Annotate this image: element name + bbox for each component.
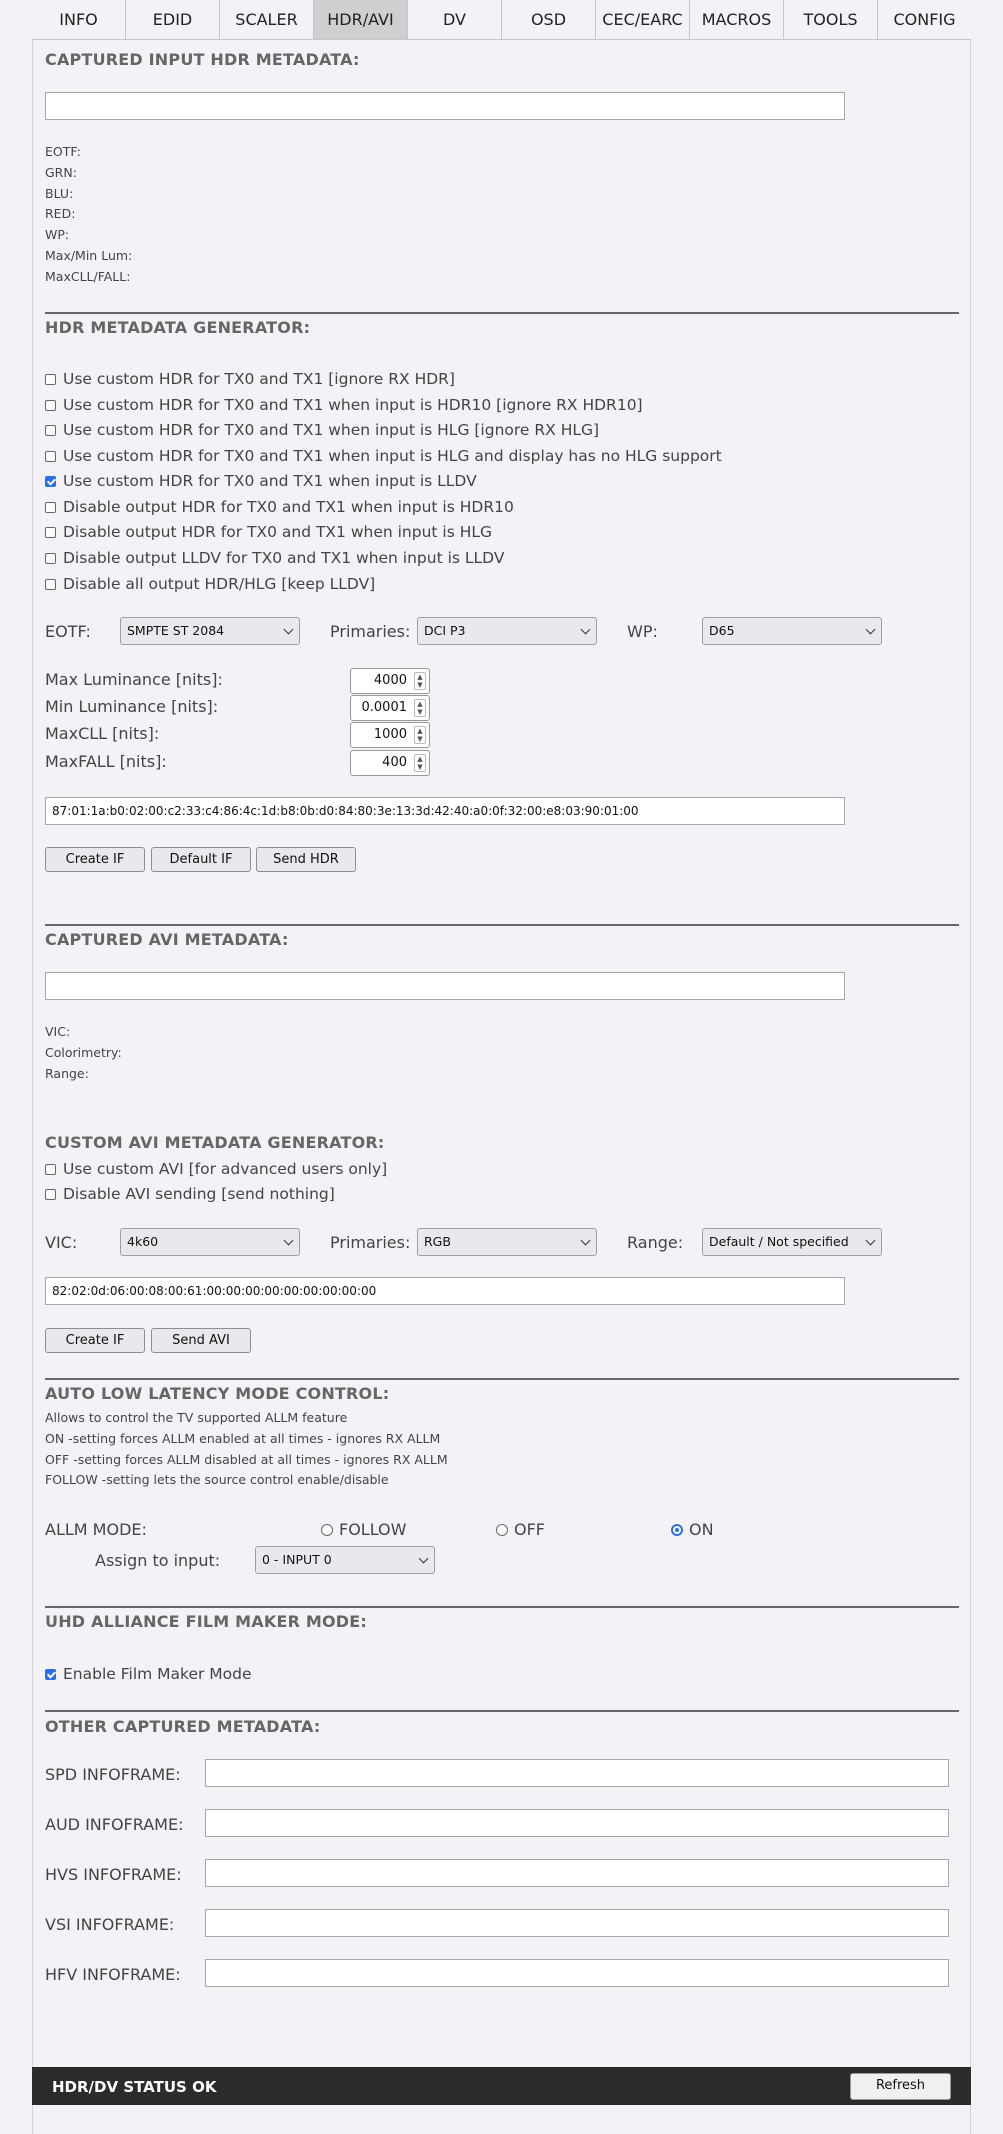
grn-readout: GRN: xyxy=(45,164,77,180)
maxcll-value: 1000 xyxy=(373,727,407,742)
wp-readout: WP: xyxy=(45,227,70,243)
checkbox[interactable] xyxy=(45,1189,56,1200)
tab-hdr-avi[interactable]: HDR/AVI xyxy=(314,0,408,39)
vic-select[interactable] xyxy=(120,1228,300,1256)
hdr-option-label: Disable output LLDV for TX0 and TX1 when input is LLDV xyxy=(63,549,505,567)
range-value: Default / Not specified xyxy=(709,1234,849,1249)
captured-avi-field[interactable] xyxy=(45,972,845,1000)
filmmaker-label: Enable Film Maker Mode xyxy=(63,1665,252,1683)
hfv-field[interactable] xyxy=(205,1959,949,1987)
blu-readout: BLU: xyxy=(45,185,74,201)
other-heading: OTHER CAPTURED METADATA: xyxy=(45,1717,321,1736)
assign-input-select[interactable] xyxy=(255,1546,435,1574)
allm-description xyxy=(45,1408,448,1491)
eotf-select[interactable] xyxy=(120,617,300,645)
checkbox[interactable] xyxy=(45,527,56,538)
stepper-icon[interactable]: ▲ ▼ xyxy=(414,754,426,772)
hdr-option-label: Disable all output HDR/HLG [keep LLDV] xyxy=(63,575,376,593)
maxcll-input[interactable] xyxy=(350,722,430,748)
avi-option-label: Use custom AVI [for advanced users only] xyxy=(63,1160,388,1178)
allm-on-option[interactable] xyxy=(671,1520,714,1539)
hdr-option-label: Disable output HDR for TX0 and TX1 when input is HLG xyxy=(63,523,493,541)
avi-option-label: Disable AVI sending [send nothing] xyxy=(63,1185,335,1203)
vic-readout: VIC: xyxy=(45,1024,71,1039)
chevron-down-icon xyxy=(284,1236,294,1246)
hdr-option-label: Use custom HDR for TX0 and TX1 when input is HLG and display has no HLG support xyxy=(63,447,722,465)
hdr-option[interactable] xyxy=(45,368,455,390)
allm-desc-line: OFF -setting forces ALLM disabled at all times - ignores RX ALLM xyxy=(45,1451,448,1467)
allm-desc-line: ON -setting forces ALLM enabled at all times - ignores RX ALLM xyxy=(45,1430,441,1446)
checkbox[interactable] xyxy=(45,579,56,590)
chevron-down-icon xyxy=(866,1236,876,1246)
wp-select[interactable] xyxy=(702,617,882,645)
hvs-label: HVS INFOFRAME: xyxy=(45,1865,182,1884)
allm-desc-line: Allows to control the TV supported ALLM feature xyxy=(45,1410,348,1425)
max-lum-label: Max Luminance [nits]: xyxy=(45,670,223,689)
avi-primaries-value: RGB xyxy=(424,1234,451,1249)
aud-field[interactable] xyxy=(205,1809,949,1837)
tab-dv[interactable]: DV xyxy=(408,0,502,39)
range-select[interactable] xyxy=(702,1228,882,1256)
checkbox[interactable] xyxy=(45,553,56,564)
primaries-select[interactable] xyxy=(417,617,597,645)
tab-bar xyxy=(32,0,971,40)
hdr-option[interactable] xyxy=(45,547,504,569)
allm-desc-line: FOLLOW -setting lets the source control enable/disable xyxy=(45,1472,389,1488)
hdr-option-label: Disable output HDR for TX0 and TX1 when input is HDR10 xyxy=(63,498,514,516)
divider xyxy=(45,312,959,314)
hdr-option-label: Use custom HDR for TX0 and TX1 when input is HLG [ignore RX HLG] xyxy=(63,421,600,439)
min-lum-value: 0.0001 xyxy=(361,700,407,715)
wp-value: D65 xyxy=(709,623,735,638)
tab-osd[interactable]: OSD xyxy=(502,0,596,39)
spd-field[interactable] xyxy=(205,1759,949,1787)
assign-input-label: Assign to input: xyxy=(95,1551,221,1570)
filmmaker-option[interactable] xyxy=(45,1663,252,1685)
refresh-button[interactable]: Refresh xyxy=(850,2073,951,2100)
filmmaker-heading: UHD ALLIANCE FILM MAKER MODE: xyxy=(45,1612,368,1631)
assign-input-value: 0 - INPUT 0 xyxy=(262,1552,332,1567)
checkbox[interactable] xyxy=(45,1164,56,1175)
tab-tools[interactable]: TOOLS xyxy=(784,0,878,39)
avi-option[interactable] xyxy=(45,1158,387,1180)
hdr-option[interactable] xyxy=(45,394,643,416)
radio-button[interactable] xyxy=(321,1524,333,1536)
range-label: Range: xyxy=(627,1233,684,1252)
captured-avi-heading: CAPTURED AVI METADATA: xyxy=(45,930,289,949)
divider xyxy=(45,1710,959,1712)
allm-follow-label: FOLLOW xyxy=(339,1520,407,1539)
lum-readout: Max/Min Lum: xyxy=(45,247,133,263)
hdr-option-label: Use custom HDR for TX0 and TX1 when input is HDR10 [ignore RX HDR10] xyxy=(63,396,643,414)
tab-edid[interactable]: EDID xyxy=(126,0,220,39)
hdr-option[interactable] xyxy=(45,521,492,543)
checkbox[interactable] xyxy=(45,502,56,513)
radio-button-selected[interactable] xyxy=(671,1524,683,1536)
allm-on-label: ON xyxy=(689,1520,714,1539)
aud-label: AUD INFOFRAME: xyxy=(45,1815,184,1834)
tab-info[interactable]: INFO xyxy=(32,0,126,39)
status-bar xyxy=(32,2067,971,2105)
wp-label: WP: xyxy=(627,622,658,641)
tab-config[interactable]: CONFIG xyxy=(878,0,971,39)
stepper-icon[interactable]: ▲ ▼ xyxy=(414,726,426,744)
checkbox[interactable] xyxy=(45,425,56,436)
colorimetry-readout: Colorimetry: xyxy=(45,1044,122,1060)
tab-cec-earc[interactable]: CEC/EARC xyxy=(596,0,690,39)
avi-primaries-label: Primaries: xyxy=(330,1233,411,1252)
chevron-down-icon xyxy=(284,625,294,635)
allm-mode-label: ALLM MODE: xyxy=(45,1520,147,1539)
checkbox[interactable] xyxy=(45,374,56,385)
range-readout: Range: xyxy=(45,1065,89,1081)
hdr-option[interactable] xyxy=(45,496,514,518)
allm-heading: AUTO LOW LATENCY MODE CONTROL: xyxy=(45,1384,390,1403)
captured-hdr-field[interactable] xyxy=(45,92,845,120)
avi-create-if-button[interactable]: Create IF xyxy=(45,1328,145,1353)
chevron-down-icon xyxy=(581,625,591,635)
maxfall-input[interactable] xyxy=(350,750,430,776)
captured-hdr-details xyxy=(45,142,132,288)
allm-off-option[interactable] xyxy=(496,1520,545,1539)
red-readout: RED: xyxy=(45,206,76,222)
eotf-value: SMPTE ST 2084 xyxy=(127,623,225,638)
divider xyxy=(45,924,959,926)
send-avi-button[interactable]: Send AVI xyxy=(151,1328,251,1353)
hdr-generator-heading: HDR METADATA GENERATOR: xyxy=(45,318,311,337)
checkbox[interactable] xyxy=(45,400,56,411)
spd-label: SPD INFOFRAME: xyxy=(45,1765,181,1784)
hdr-option[interactable] xyxy=(45,573,375,595)
vic-label: VIC: xyxy=(45,1233,78,1252)
send-hdr-button[interactable]: Send HDR xyxy=(256,847,356,872)
avi-primaries-select[interactable] xyxy=(417,1228,597,1256)
chevron-down-icon xyxy=(419,1554,429,1564)
max-lum-input[interactable] xyxy=(350,668,430,694)
maxfall-value: 400 xyxy=(382,755,407,770)
hdr-option[interactable] xyxy=(45,445,722,467)
default-if-button[interactable]: Default IF xyxy=(151,847,251,872)
primaries-label: Primaries: xyxy=(330,622,411,641)
hfv-label: HFV INFOFRAME: xyxy=(45,1965,181,1984)
hvs-field[interactable] xyxy=(205,1859,949,1887)
radio-button[interactable] xyxy=(496,1524,508,1536)
chevron-down-icon xyxy=(581,1236,591,1246)
hdr-option-label: Use custom HDR for TX0 and TX1 when input is LLDV xyxy=(63,472,477,490)
vic-value: 4k60 xyxy=(127,1234,159,1249)
avi-hex-field[interactable]: 82:02:0d:06:00:08:00:61:00:00:00:00:00:00:00:00:00 xyxy=(45,1277,845,1305)
eotf-readout: EOTF: xyxy=(45,144,81,159)
chevron-down-icon xyxy=(866,625,876,635)
maxfall-label: MaxFALL [nits]: xyxy=(45,752,167,771)
maxcll-label: MaxCLL [nits]: xyxy=(45,724,160,743)
avi-option[interactable] xyxy=(45,1183,335,1205)
tab-macros[interactable]: MACROS xyxy=(690,0,784,39)
cll-fall-readout: MaxCLL/FALL: xyxy=(45,268,131,284)
divider xyxy=(45,1606,959,1608)
allm-off-label: OFF xyxy=(514,1520,545,1539)
vsi-field[interactable] xyxy=(205,1909,949,1937)
max-lum-value: 4000 xyxy=(373,673,407,688)
eotf-label: EOTF: xyxy=(45,622,91,641)
checkbox[interactable] xyxy=(45,451,56,462)
min-lum-input[interactable] xyxy=(350,695,430,721)
min-lum-label: Min Luminance [nits]: xyxy=(45,697,219,716)
tab-scaler[interactable]: SCALER xyxy=(220,0,314,39)
checkbox-checked[interactable] xyxy=(45,476,56,487)
status-text: HDR/DV STATUS OK xyxy=(52,2078,217,2096)
hdr-hex-field[interactable]: 87:01:1a:b0:02:00:c2:33:c4:86:4c:1d:b8:0b:d0:84:80:3e:13:3d:42:40:a0:0f:32:00:e8:03:90:01:00 xyxy=(45,797,845,825)
captured-avi-details xyxy=(45,1022,122,1084)
avi-generator-heading: CUSTOM AVI METADATA GENERATOR: xyxy=(45,1133,385,1152)
hdr-option-label: Use custom HDR for TX0 and TX1 [ignore RX HDR] xyxy=(63,370,455,388)
stepper-icon[interactable]: ▲ ▼ xyxy=(414,699,426,717)
vsi-label: VSI INFOFRAME: xyxy=(45,1915,175,1934)
primaries-value: DCI P3 xyxy=(424,623,466,638)
stepper-icon[interactable]: ▲ ▼ xyxy=(414,672,426,690)
captured-hdr-heading: CAPTURED INPUT HDR METADATA: xyxy=(45,50,360,69)
hdr-option[interactable] xyxy=(45,470,477,492)
divider xyxy=(45,1378,959,1380)
hdr-option[interactable] xyxy=(45,419,599,441)
checkbox-checked[interactable] xyxy=(45,1669,56,1680)
allm-follow-option[interactable] xyxy=(321,1520,406,1539)
create-if-button[interactable]: Create IF xyxy=(45,847,145,872)
